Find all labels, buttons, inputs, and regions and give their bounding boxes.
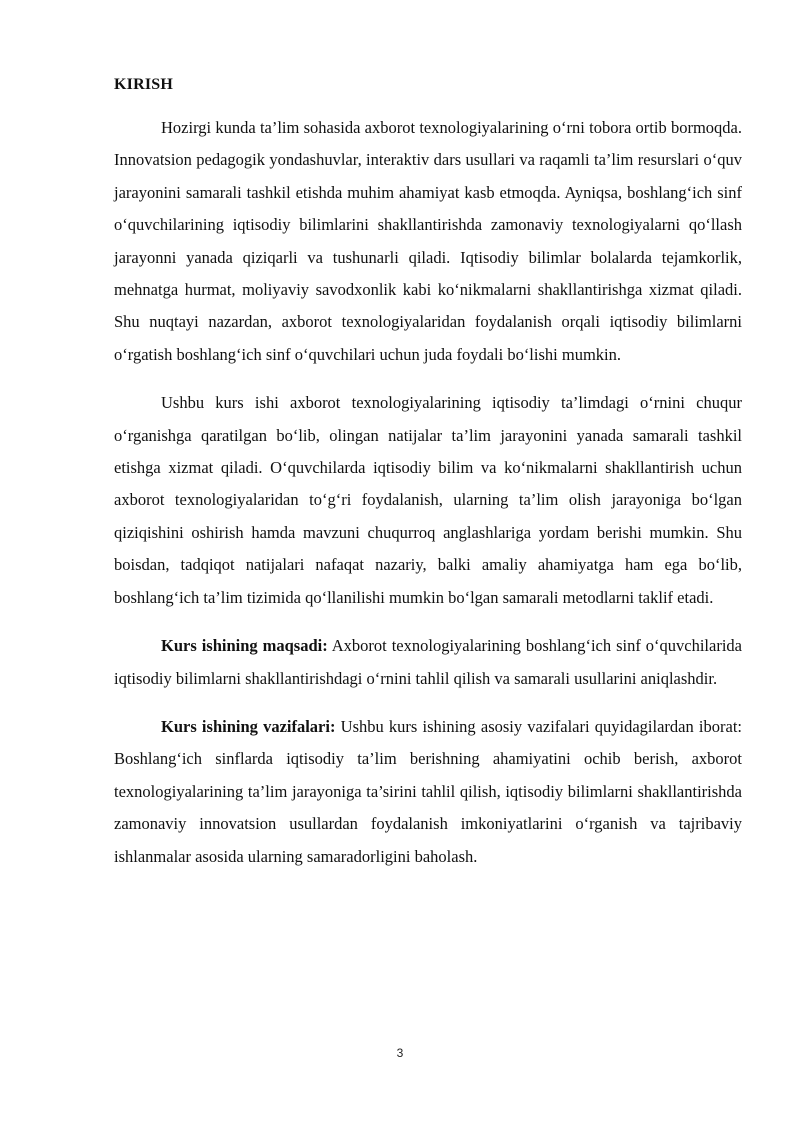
paragraph-intro xyxy=(114,112,742,371)
paragraph-lead: Kurs ishining maqsadi: xyxy=(161,636,328,656)
paragraph-text: Hozirgi kunda ta’lim sohasida axborot texnologiyalarining o‘rni tobora ortib bormoqda. Innovatsion pedagogik yondashuvlar, interaktiv dars usullari va raqamli ta’lim resurslari o‘quv jarayonini samarali tashkil etishda muhim ahamiyat kasb etmoqda. Ayniqsa, boshlang‘ich sinf o‘quvchilarining iqtisodiy bilimlarini shakllantirishda zamonaviy texnologiyalarni qo‘llash jarayonni yanada qiziqarli va tushunarli qiladi. Iqtisodiy bilimlar bolalarda tejamkorlik, mehnatga hurmat, moliyaviy savodxonlik kabi ko‘nikmalarni shakllantirishga xizmat qiladi. Shu nuqtayi nazardan, axborot texnologiyalaridan foydalanish orqali iqtisodiy bilimlarni o‘rgatish boshlang‘ich sinf o‘quvchilari uchun juda foydali bo‘lishi mumkin. xyxy=(114,118,742,364)
page-number: 3 xyxy=(396,1046,404,1060)
paragraph-lead: Kurs ishining vazifalari: xyxy=(161,716,336,736)
paragraph-text: Ushbu kurs ishining asosiy vazifalari quyidagilardan iborat: Boshlang‘ich sinflarda iqtisodiy ta’lim berishning ahamiyatini ochib berish, axborot texnologiyalarining ta’lim jarayoniga ta’sirini tahlil qilish, iqtisodiy bilimlarni shakllantirishda zamonaviy innovatsion usullardan foydalanish imkoniyatlarini o‘rganish va tajribaviy ishlanmalar asosida ularning samaradorligini baholash. xyxy=(114,716,742,866)
paragraph-course-work xyxy=(114,387,742,614)
section-heading: KIRISH xyxy=(114,76,173,93)
paragraph-goal xyxy=(114,630,742,695)
paragraph-tasks xyxy=(114,711,742,873)
paragraph-text: Ushbu kurs ishi axborot texnologiyalarining iqtisodiy ta’limdagi o‘rnini chuqur o‘rganishga qaratilgan bo‘lib, olingan natijalar ta’lim jarayonini yanada samarali tashkil etishga xizmat qiladi. O‘quvchilarda iqtisodiy bilim va ko‘nikmalarni shakllantirish uchun axborot texnologiyalaridan to‘g‘ri foydalanish, ularning ta’lim olish jarayoniga bo‘lgan qiziqishini oshirish hamda mavzuni chuqurroq anglashlariga yordam berishi mumkin. Shu boisdan, tadqiqot natijalari nafaqat nazariy, balki amaliy ahamiyatga ham ega bo‘lib, boshlang‘ich ta’lim tizimida qo‘llanilishi mumkin bo‘lgan samarali metodlarni taklif etadi. xyxy=(114,393,742,607)
document-body xyxy=(114,112,742,889)
paragraph-text: Axborot texnologiyalarining boshlang‘ich sinf o‘quvchilarida iqtisodiy bilimlarni shakllantirishdagi o‘rnini tahlil qilish va samarali usullarini aniqlashdir. xyxy=(114,636,742,688)
